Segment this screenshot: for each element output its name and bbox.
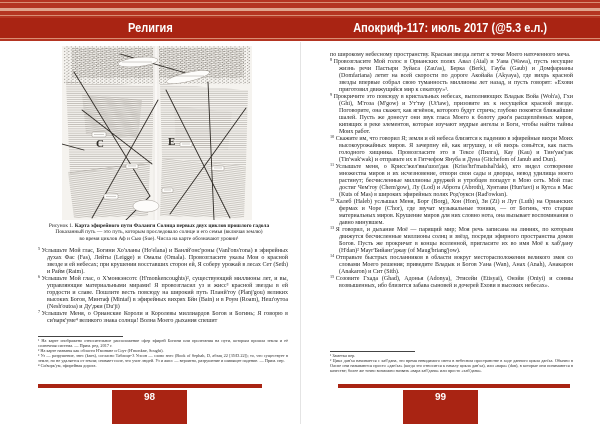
verse-text: Скажите им, что говорил Я; земля и ей небеса близятся к падению в эфирейные вихри Моих высокоурожайных миров. Я зачерпну ей, как игрушку, и ей вихрь совьётся, как пасть голодного хищника. Провозгласите это в Тексе (Пилга), Кау (Kau) и Тин'уак'уак (Tin'wak'wak) и отправьте их в Гитчефом Януба и Дуна (Gitchefom of Janub and Dun).: [335, 136, 573, 163]
verse-number: 8: [330, 57, 333, 62]
verse: [330, 255, 573, 276]
page-number-box-left: [112, 390, 187, 424]
verse-number: 12: [330, 197, 335, 202]
page-gutter: [300, 42, 301, 424]
footnote: ¹ Заметка пер.: [330, 353, 356, 358]
right-footnotes: [330, 354, 573, 374]
map-engraving: [62, 46, 252, 220]
footnote-rule: [38, 336, 123, 337]
verse-number: 7: [38, 309, 41, 314]
footnote: ² На карте названы как области Н'монкне и Соут (H'monkne, Sought).: [38, 347, 164, 353]
footnote: ⁴ Си'ворк'ум, эфирейная дорога.: [38, 362, 97, 368]
figure-caption-line3: во время циклов Аф и Сью (Sue). Числа на карте обозначают уровни¹: [79, 235, 239, 242]
footnote-rule: [330, 351, 415, 352]
verse-continuation: по широкому небесному пространству. Красная звезда летит к точке Моего наточенного меча.: [330, 52, 571, 58]
left-text-column: [38, 248, 288, 325]
figure-caption: [28, 223, 290, 242]
verse: [38, 311, 288, 325]
header-band: [0, 0, 600, 41]
issue-title-text: Апокриф-117: июль 2017 (@5.3 е.л.): [353, 21, 547, 35]
verse-text: Провозгласите Мой голос в Орианских полях Авал (Atal) и Уава (Wawa), пусть несущие жизнь речи Пастыри Зуйаса (Zau'as), Берка (Berk), Гауба (Gaub) и Домфарианы (Domfariana) летят на всей скорости по дороге Акойайа (Akyaya), где вихрь красной звезды впервые собрал свою туманность миллионы лет назад, и пусть говорят: «Ехови приготовил движущийся мир к секатору»¹.: [333, 59, 573, 93]
verse: [330, 94, 573, 136]
map-letter-right: Е: [168, 136, 176, 148]
footnote: ³ Уз — разрушение, знес (knes), согласно Таблице-3 Упсон — слово знес (Book of Sephah, D, абзац 22 [35/D.22]); то, что существует в земле, но не удаляется от земли; снимает поле, что учит людей. Уз и жисс — вероятно, разрушение и шипящее падение. — Прим. пер.: [38, 352, 288, 363]
verse-number: 6: [38, 274, 41, 279]
left-footer-rule: [38, 384, 262, 388]
verse: [330, 199, 573, 227]
verse-number: 15: [330, 274, 335, 279]
footnote: ¹ На карте изображено относительное расположение сфер эфирей Богини или пролегания на пути, которым прошла земля и её солнечная система. — Прим. ред. 2017 г.: [38, 338, 288, 348]
verse-text: Услышьте Мой глас, Богини Хо'эланы (Ho'elana) и Ванлй'онс'роны (Vanl'ons'rona) в эфирейных духах Фас (Fas), Лейты (Leigge) и Омалы (Omala). Провозгласите указы Мои о красной звезде и ей небесах; при крушении восставших сторон ей, Я соберу урожай в лесах Сет (Seth) и Райм (Raim).: [41, 248, 288, 275]
verse-text: Услышьте меня, о Крисс'жел'виа'шол'дак (Kriss'hri'matshal'dak), кто видел сотворение множества миров и их исчезновение, отвори свои сады и дворцы, невод удилища моего растянут; бесчисленные миллионы друджей и утробцев попадут в Мою сеть. Мой глас достиг Чем'гоу (Chem'gow), Лу (Lod) и Аброта (Abroth), Хунтави (Hun'tavi) и Кутса в Мас (Kuts of Mas) в широких эфирейных полях Род'оуксн (Rad'owksn).: [335, 164, 573, 198]
figure-title: Карта эфирейного пути Фаланги Солнца первых двух циклов прошлого гадола: [73, 223, 270, 229]
verse-text: Прокричите это повсюду в кристальных небесах, выполняющих Владык Войа (Woh'a), Гхи (Ghi), М'гоза (M'gow) и Ут'тау (Ut'taw), призовите их к несущейся красной звезде. Поговорите, она скажет, как ягнёнок, которого будут стричь; глубоко покоятся ближайшие шалей. Пусть же донесут они звук гласа Моего к болоту джи'я расщеплённых миров, кипящих в реке элементов, которые изучают мудрые ангелы и Боги, чтобы найти тайны Моих работ.: [333, 94, 573, 135]
right-text-column: [330, 52, 573, 290]
figure-map: [62, 46, 252, 220]
verse: [330, 59, 573, 94]
figure-label: Рисунок 1.: [48, 223, 74, 229]
verse: [38, 276, 288, 311]
verse-number: 5: [38, 246, 41, 251]
right-footer-rule: [338, 384, 570, 388]
verse: [330, 136, 573, 164]
footnote: ² Цикл дан'ха начинается с хаб'дана, это время невидимого света в небесном пространстве в ходе данного цикла дан'ха. Обычно в Оаспе они называются просто «дан'ха» (когда это относится к началу цикла дан'ха), или «вара» (dan), в которые они понимаются в качестве; более же точно возможно назвать «вара хаб'дана» или просто «хаб'дана».: [330, 357, 573, 373]
verse: [330, 164, 573, 199]
verse-text: Услышьте Мой глас, о Х'монкэнсотс (H'monkencoughts)², существующий миллионы лет, и вы, управляющие материальными мирами! Я провозгласил уз и жисс³ красной звезды в ей гордости и славе. Пошлите весть повсюду на широкий путь Планй'гоу (Planj'gou) великих высоких Богов, Минтаф (Mintaf) в эфирейных вихрях Бйн (Bain) и в Роум (Roam), Неш'оутоа (Nesh'outoa) и Ду'джи (Du'ji): [41, 276, 288, 310]
page-number: 98: [143, 392, 156, 403]
page-number: 99: [434, 392, 447, 403]
verse-text: Созовите Гхада (Ghad), Адонья (Adonya), Этисейи (Etisyai), Онэйи (Oniyi) и сонмы возвышенных, ибо близится забава сыновей и дочерей Ехови в высоких небесах».: [335, 276, 573, 289]
verse-number: 13: [330, 225, 335, 230]
map-letter-left: С: [96, 138, 104, 150]
verse: [38, 248, 288, 276]
verse: [330, 227, 573, 255]
verse-number: 10: [330, 134, 335, 139]
verse-text: Я говорил, и дыхание Моё — парящий мир; Моя речь записана на линиях, по которым движутся бесчисленные миллионы солнц и звёзд, посреди эфирного пространства домов Богов. Пусть же прокричат в концы вселенной, пригласите их во имя Моё к хаб'дану (H'dan)² Мауг'Бийанг'джау (of Maug'briang'jow).: [335, 227, 573, 254]
verse: [330, 276, 573, 290]
verse-number: 14: [330, 253, 335, 258]
verse-text: Халеб (Haleb) услышал Меня, Борг (Borg), Хон (Hon), Зи (Zi) и Лут (Luth) на Орианских фермах и Чоре (C'hor), где звучат музыкальные тоники, — от Богинь, что старше материальных миров. Крушение миров для них словно нота, она вызывает воспоминания о давно минувшем.: [335, 199, 573, 226]
left-footnotes: [38, 339, 288, 368]
section-title-text: Религия: [127, 21, 173, 35]
verse-number: 11: [330, 162, 335, 167]
verse-number: 9: [330, 92, 333, 97]
page-number-box-right: [403, 390, 478, 424]
figure-caption-line2: Показанный путь — это путь, которым проследовало солнце и его семья (включая землю): [55, 229, 263, 236]
verse-text: Услышьте Меня, о Орианские Короли и Королевы миллиардов Богов и Богинь; Я говорю в си'варк'уме⁴ великого знака солнца! Волна Моего дыхания спешит: [41, 311, 288, 324]
section-title: [0, 19, 300, 38]
issue-title: [300, 19, 600, 38]
verse-text: Отправьте быстрых посланников в области вокруг месторасположения великого змея со словами Моего решения; приведите Владык и Богов Уана (Wan), Анах (Anah), Анакарон (Anakaron) и Сит (Sith).: [335, 255, 573, 275]
